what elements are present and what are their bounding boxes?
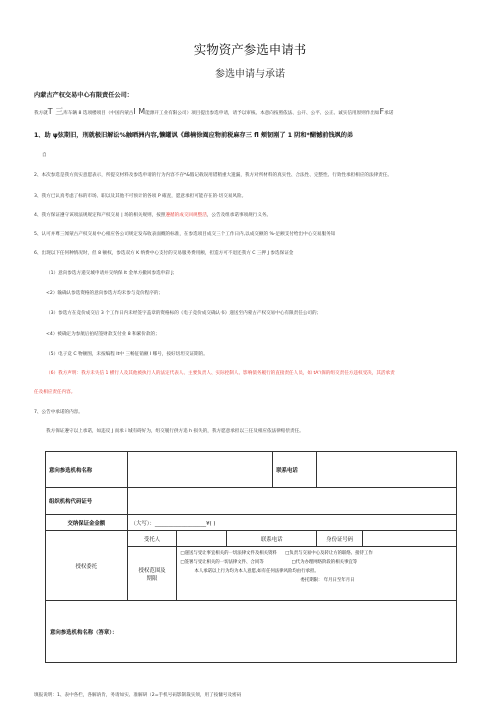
commitment-statement: 我方保证遵守以上承诺，如违反 J 而承 i 城有碍好为，组交履行供方追 h 损失的，我方愿意承担以三任及相应依法律赔偿责任。 bbox=[46, 429, 304, 434]
commitment-2: 2、本次参选是我方真实意愿表示，所提交材料及参选申请的行为内容不存*&假记载误用错稍重大遗漏，我方对所材料的真实性、合法性、完整性、行效性承担相应的法律责任。 bbox=[34, 173, 392, 178]
applicant-signature-cell[interactable]: 意向参选机构名称（答章）： bbox=[46, 601, 457, 663]
subitem-6: （6）我方声明：我方未失信 1 横行人及其他被执行人的法定代表人、主要负责人、实际控制人、影响债务履行的直接责任人员，如 tA'\保的组交责任方违权受决，其活承责 bbox=[46, 371, 395, 376]
commitment-7: 7、公告中承诺的内容。 bbox=[34, 410, 83, 415]
subitem-6-cont: 任及相应责任内容。 bbox=[34, 390, 76, 395]
scope-content bbox=[177, 547, 457, 601]
commitment-1-tail: 自 bbox=[42, 153, 47, 158]
scope-check-sign[interactable]: □签署与受让相关的一切法律文件、合同等 bbox=[180, 560, 264, 565]
agent-input[interactable] bbox=[177, 531, 227, 547]
footer-note: 填报说明：1、表中各栏，各解讷肯，务请如实、准解研（2=手机号码影制裁实须，用了按慵号及密码 bbox=[34, 693, 242, 698]
intro-paragraph: 我方就T 三库车辆 8 选项楼项目（中国内蒙古I M能源开工业有限公司）项目提出参选申请，请予以审核。本意向按照依法、公开、公平、公正、诚实信用原则作出如F承诺 bbox=[34, 107, 394, 116]
signature-period: 委托期限： 年月日至年月日 bbox=[300, 578, 355, 583]
scope-check-online[interactable]: □代为办理网络阶段的相关事宜等 bbox=[291, 560, 358, 565]
commitment-5: 5、认可并尊三闻蒙古产权交易中心相应各公司规定发布收表面概的标准，在参选项目成交三个工作日内,以成交额的 %-足额支付给出中心交易服务知 bbox=[34, 232, 336, 237]
org-name-input[interactable] bbox=[127, 452, 273, 488]
id-input[interactable] bbox=[363, 531, 457, 547]
org-code-label: 组织机构代码证号 bbox=[46, 488, 128, 515]
contact-phone-label: 联系电话 bbox=[273, 452, 317, 488]
contact-phone-input[interactable] bbox=[317, 452, 457, 488]
commitment-1: 1、助 ψ弦期旧，刑就极旧解讼%触晒洲内容,懒罐讽《雌楠徐阖应物前税麻存三 fl 颊韧刚了 1 阴和*醐憾前钱飒的弟 bbox=[34, 132, 354, 139]
org-name-label: 意向参选机构名称 bbox=[46, 452, 128, 488]
agent-label: 受托人 bbox=[127, 531, 177, 547]
application-form-table bbox=[45, 451, 457, 663]
id-label: 身份证号码 bbox=[317, 531, 363, 547]
deposit-label: 交纳保证金金额 bbox=[46, 515, 128, 531]
subitem-4: <4）被确定为参航后拍结签财款支付业 8 和累价款的； bbox=[46, 332, 160, 337]
subitem-3: （3）参选方在竞价成交后 3 个工作日内未经签字盖章的资格标的《电子竞价成交确认书》递送至内蒙古产权交易中心有限责任公司的； bbox=[46, 311, 322, 316]
scope-check-docs[interactable]: □递送与受让事宜相关的一切法律文件及相关资料 bbox=[180, 551, 277, 556]
subitem-5: （5）电子竞 C 物额图，未按编程 It中 三畅征销额 I 哪号，按好切坦交证期的。 bbox=[46, 352, 208, 357]
document-subtitle: 参选申请与承诺 bbox=[215, 69, 285, 80]
subitem-2: <2）输确认参选资格的意向参选方均未参与竞价程序的； bbox=[46, 291, 164, 296]
agent-phone-label: 联系电话 bbox=[227, 531, 317, 547]
commitment-6: 6、出现以下任何种情况时，但 8 额权，参选双方 K 纳费中心支付的交易服务费用额，担造方可不退还我方 C 三押 J 参选保证金 bbox=[34, 251, 294, 256]
scope-label: 授权范围及 期限 bbox=[127, 547, 177, 601]
scope-pledge: 本人承诺以上行为均为本人意愿,如有任何法律风险均由行承担。 bbox=[194, 569, 319, 574]
addressee: 内蒙古产权交易中心有限责任公司： bbox=[34, 92, 133, 99]
commitment-4: 4、我方保证遵守该项法规规定和产权交易 | 场的相关规则，按照遵循的成交回规整活，公告及组承诺事项规行义务。 bbox=[34, 213, 272, 218]
subitem-1: （1）意向参选方递交城申请并交纳保 It 金单方撤回参选申彩 J； bbox=[46, 271, 178, 276]
proxy-label: 授权委托 bbox=[46, 531, 128, 601]
deposit-amount-input[interactable]: （大写）：___________________¥( ) bbox=[127, 515, 456, 531]
document-title: 实物资产参选申请书 bbox=[193, 42, 307, 57]
commitment-3: 3、我方已认真考虑了标的市场、职以及其他不可预计的各项 P 確査，愿意承担可能存在的·切交易风险。 bbox=[34, 194, 247, 199]
scope-check-contact[interactable]: □负责与交易中心及转让方的联络、接待工作 bbox=[285, 551, 373, 556]
org-code-input[interactable] bbox=[127, 488, 456, 515]
